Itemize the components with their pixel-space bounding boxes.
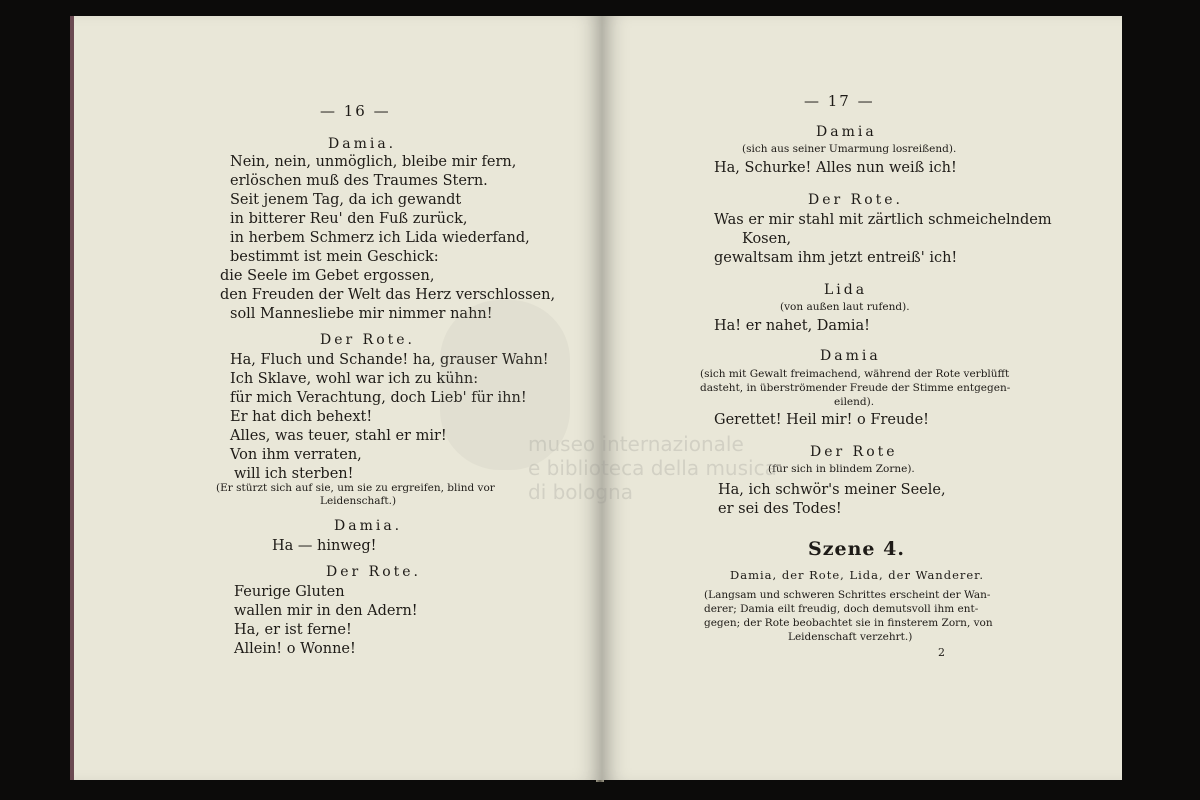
verse-line: Ha — hinweg! [272, 538, 377, 554]
scene-title: Szene 4. [808, 538, 905, 560]
stage-direction: (sich mit Gewalt freimachend, während der Rote verblüfft [700, 368, 1010, 380]
verse-line: will ich sterben! [234, 466, 354, 482]
verse-line: den Freuden der Welt das Herz verschlossen, [220, 287, 556, 303]
sheet-signature: 2 [938, 646, 945, 659]
speaker-heading: Der Rote. [808, 192, 903, 208]
stage-direction: gegen; der Rote beobachtet sie in finsterem Zorn, von [704, 617, 993, 629]
verse-line: für mich Verachtung, doch Lieb' für ihn! [230, 390, 527, 406]
stage-direction: eilend). [834, 396, 875, 408]
verse-line: Alles, was teuer, stahl er mir! [230, 428, 447, 444]
stage-direction: Leidenschaft verzehrt.) [788, 631, 913, 643]
speaker-heading: Der Rote [810, 444, 898, 460]
verse-line: bestimmt ist mein Geschick: [230, 249, 439, 265]
verse-line: er sei des Todes! [718, 501, 842, 517]
speaker-heading: Lida [824, 282, 868, 298]
stage-direction: (von außen laut rufend). [780, 301, 910, 313]
verse-line: Ha, Schurke! Alles nun weiß ich! [714, 160, 957, 176]
verse-line: Ha, er ist ferne! [234, 622, 352, 638]
verse-line: Ha, ich schwör's meiner Seele, [718, 482, 946, 498]
speaker-heading: Der Rote. [326, 564, 421, 580]
verse-line: Ha, Fluch und Schande! ha, grauser Wahn! [230, 352, 549, 368]
verse-line: in herbem Schmerz ich Lida wiederfand, [230, 230, 530, 246]
page-number: — 16 — [320, 102, 391, 120]
verse-line: erlöschen muß des Traumes Stern. [230, 173, 488, 189]
verse-line: Seit jenem Tag, da ich gewandt [230, 192, 462, 208]
page-number: — 17 — [804, 92, 875, 110]
stage-direction: dasteht, in überströmender Freude der Stimme entgegen- [700, 382, 1011, 394]
verse-line: wallen mir in den Adern! [234, 603, 418, 619]
verse-line: Feurige Gluten [234, 584, 345, 600]
stage-direction: (Langsam und schweren Schrittes erscheint der Wan- [704, 589, 991, 601]
verse-line: Nein, nein, unmöglich, bleibe mir fern, [230, 154, 517, 170]
verse-line: gewaltsam ihm jetzt entreiß' ich! [714, 250, 958, 266]
verse-line: Ich Sklave, wohl war ich zu kühn: [230, 371, 479, 387]
verse-line: Allein! o Wonne! [234, 641, 356, 657]
verse-line: Was er mir stahl mit zärtlich schmeichelndem [714, 212, 1052, 228]
verse-line: die Seele im Gebet ergossen, [220, 268, 435, 284]
verse-line: Kosen, [742, 231, 792, 247]
right-page [602, 16, 1122, 780]
speaker-heading: Der Rote. [320, 332, 415, 348]
stage-direction: (für sich in blindem Zorne). [768, 463, 915, 475]
stage-direction: (sich aus seiner Umarmung losreißend). [742, 143, 957, 155]
speaker-heading: Damia [816, 124, 877, 140]
speaker-heading: Damia. [334, 518, 403, 534]
stage-direction: (Er stürzt sich auf sie, um sie zu ergreifen, blind vor [216, 482, 495, 494]
verse-line: Er hat dich behext! [230, 409, 373, 425]
verse-line: Von ihm verraten, [230, 447, 362, 463]
stage-direction: Leidenschaft.) [320, 495, 397, 507]
verse-line: Ha! er nahet, Damia! [714, 318, 870, 334]
watermark: museo internazionale e biblioteca della musica di bologna [528, 432, 777, 504]
speaker-heading: Damia. [328, 136, 397, 152]
verse-line: Gerettet! Heil mir! o Freude! [714, 412, 929, 428]
verse-line: soll Mannesliebe mir nimmer nahn! [230, 306, 493, 322]
stage-direction: derer; Damia eilt freudig, doch demutsvoll ihm ent- [704, 603, 979, 615]
speaker-heading: Damia [820, 348, 881, 364]
scene-cast: Damia, der Rote, Lida, der Wanderer. [730, 568, 985, 582]
verse-line: in bitterer Reu' den Fuß zurück, [230, 211, 468, 227]
